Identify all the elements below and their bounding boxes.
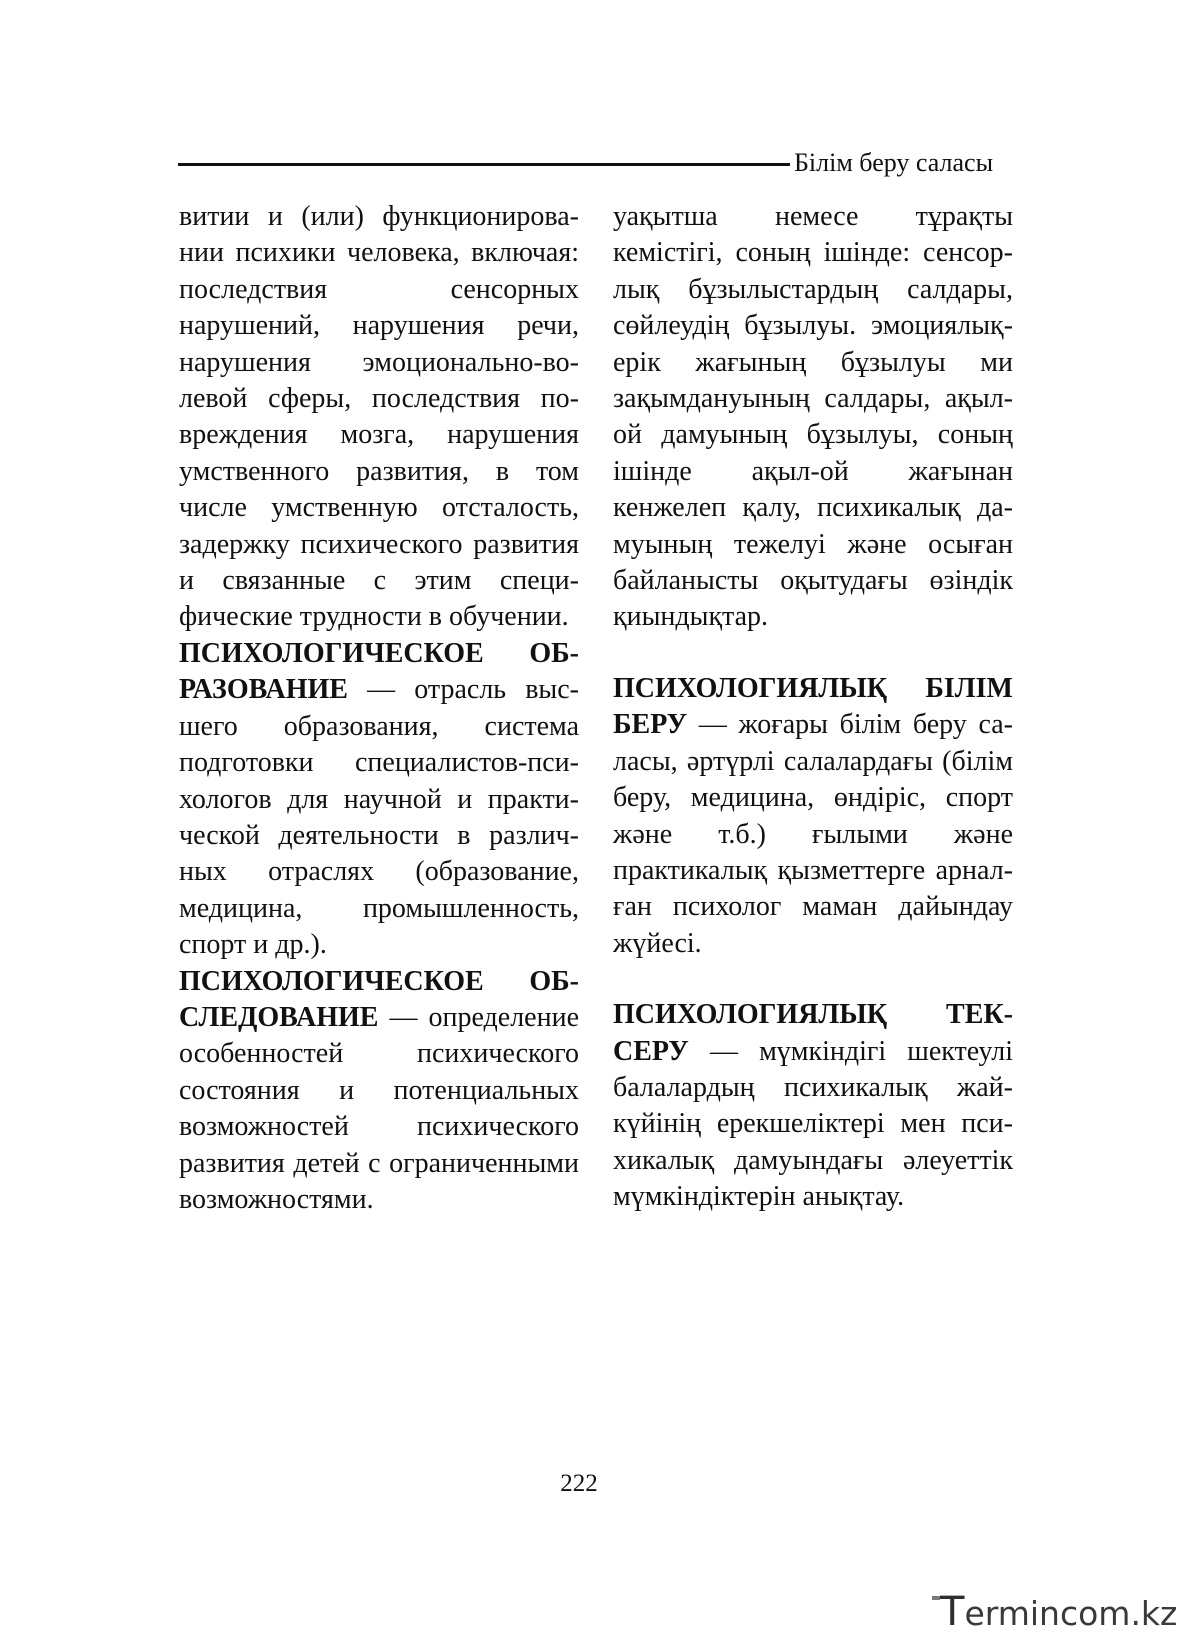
page-number: 222 <box>560 1470 598 1497</box>
entry-term: ПСИХОЛОГИЧЕСКОЕ ОБРАЗОВАНИЕ <box>179 637 579 706</box>
dictionary-entry <box>613 671 1013 962</box>
watermark-t-glyph: T <box>940 1589 965 1635</box>
entry-definition: — отрасль высшего образования, система подготовки специалистов-психологов для научной и практической деятельности в различных отраслях (образование, медицина, промышленность, спорт и др.). <box>179 674 579 961</box>
entry-definition: — мүмкіндігі шектеулі балалардың психикалық жай-күйінің ерекшеліктері мен психикалық дамуындағы әлеуеттік мүмкіндіктерін анықтау. <box>613 1035 1013 1213</box>
watermark-domain: .kz <box>1130 1594 1177 1633</box>
entry-definition: — определение особенностей психического состояния и потенциальных возможностей психического развития детей с ограниченными возможностями. <box>179 1001 579 1215</box>
dictionary-entry <box>179 964 579 1219</box>
entry-definition: — жоғары білім беру саласы, әртүрлі салалардағы (білім беру, медицина, өндіріс, спорт және т.б.) ғылыми және практикалық қызметтерге арналған психолог маман дайындау жүйесі. <box>613 709 1013 959</box>
left-column <box>179 199 579 1218</box>
entry-term: ПСИХОЛОГИЧЕСКОЕ ОБСЛЕДОВАНИЕ <box>179 965 579 1033</box>
continued-definition-text: витии и (или) функционировании психики человека, включая: последствия сенсорных нарушений, нарушения речи, нарушения эмоционально-волевой сферы, последствия повреждения мозга, нарушения умственного развития, в том числе умственную отсталость, задержку психического развития и связанные с этим специфические трудности в обучении. <box>179 201 579 633</box>
termincom-watermark-logo <box>940 1589 1177 1635</box>
header-rule <box>178 163 790 166</box>
entry-term: ПСИХОЛОГИЯЛЫҚ БІЛІМ БЕРУ <box>613 672 1013 741</box>
running-title: Білім беру саласы <box>794 148 994 177</box>
dictionary-entry <box>613 997 1013 1215</box>
watermark-text: ermincom <box>964 1594 1131 1633</box>
dictionary-entry <box>179 636 579 964</box>
right-column <box>613 199 1013 1216</box>
entry-term: ПСИХОЛОГИЯЛЫҚ ТЕКСЕРУ <box>613 999 1013 1067</box>
continued-definition-text: уақытша немесе тұрақты кемістігі, соның ішінде: сенсорлық бұзылыстардың салдары, сөйлеудің бұзылуы. эмоциялық-ерік жағының бұзылуы ми зақымдануының салдары, ақыл-ой дамуының бұзылуы, соның ішінде ақыл-ой жағынан кенжелеп қалу, психикалық дамуының тежелуі және осыған байланысты оқытудағы өзіндік қиындықтар. <box>613 201 1013 633</box>
